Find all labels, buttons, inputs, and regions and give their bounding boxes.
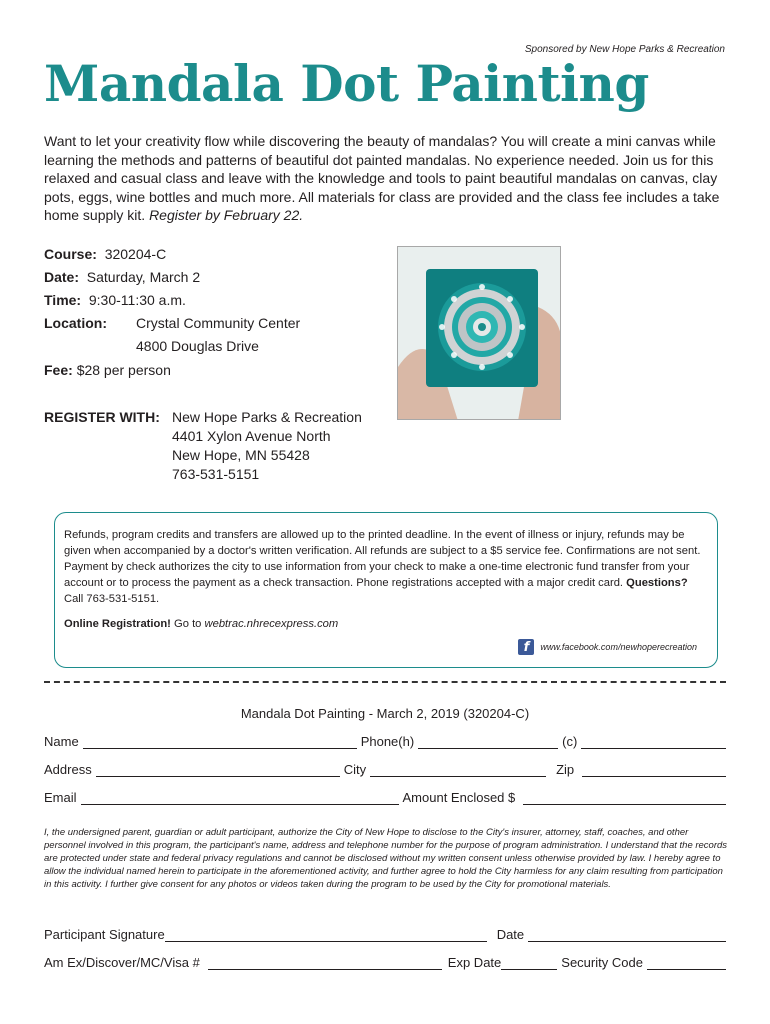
signature-label: Participant Signature — [44, 927, 165, 942]
phone-cell-label: (c) — [562, 734, 578, 749]
name-phone-row — [44, 734, 726, 749]
facebook-link[interactable] — [518, 639, 697, 655]
address-row — [44, 762, 726, 777]
security-code-field[interactable] — [647, 957, 726, 970]
register-deadline: Register by February 22. — [149, 207, 304, 223]
fee-value: $28 per person — [76, 362, 171, 378]
register-label: REGISTER WITH: — [44, 409, 160, 425]
questions-phone: Call 763-531-5151. — [64, 593, 160, 605]
refund-notice-box — [54, 512, 718, 668]
fee-label: Fee: — [44, 362, 73, 378]
name-field[interactable] — [83, 736, 357, 749]
online-go-to: Go to — [174, 618, 202, 630]
register-line-2: 4401 Xylon Avenue North — [172, 428, 331, 444]
mandala-photo — [397, 246, 561, 420]
amount-label: Amount Enclosed $ — [402, 790, 516, 805]
time-label: Time: — [44, 292, 82, 308]
signature-date-label: Date — [496, 927, 525, 942]
cut-line-divider — [44, 681, 726, 683]
refund-notice-text — [64, 527, 707, 607]
location-label: Location: — [44, 315, 107, 331]
email-row — [44, 790, 726, 805]
facebook-url: www.facebook.com/newhoperecreation — [540, 642, 697, 652]
page-title: Mandala Dot Painting — [44, 54, 649, 113]
date-row — [44, 269, 200, 285]
location-value: Crystal Community Center — [136, 315, 301, 331]
questions-label: Questions? — [626, 577, 688, 589]
date-value: Saturday, March 2 — [86, 269, 201, 285]
city-field[interactable] — [370, 764, 546, 777]
register-address — [172, 408, 362, 484]
register-phone: 763-531-5151 — [172, 466, 260, 482]
sponsor-line: Sponsored by New Hope Parks & Recreation — [524, 44, 725, 55]
phone-home-field[interactable] — [418, 736, 558, 749]
location-row — [44, 315, 300, 331]
course-row — [44, 246, 166, 262]
signature-row — [44, 927, 726, 942]
address-field[interactable] — [96, 764, 340, 777]
payment-row — [44, 955, 726, 970]
register-block — [44, 408, 362, 484]
course-label: Course: — [44, 246, 97, 262]
address-label: Address — [44, 762, 92, 777]
security-code-label: Security Code — [561, 955, 643, 970]
fee-row — [44, 362, 171, 378]
amount-field[interactable] — [523, 792, 726, 805]
location-address: 4800 Douglas Drive — [136, 338, 259, 354]
mandala-image — [398, 247, 561, 420]
refund-policy: Refunds, program credits and transfers are allowed up to the printed deadline. In the event of illness or injury, refunds may be given when accompanied by a doctor's written verification. All refunds are subject to a $5 service fee. Confirmations are not sent. Payment by check authorizes the city to use information from your check to make a one-time electronic fund transfer from your account or to process the payment as a check transaction. Phone registrations accepted with a major credit card. — [64, 529, 701, 589]
time-value: 9:30-11:30 a.m. — [88, 292, 186, 308]
form-title: Mandala Dot Painting - March 2, 2019 (320204-C) — [240, 706, 530, 721]
phone-home-label: Phone(h) — [360, 734, 415, 749]
intro-text: Want to let your creativity flow while discovering the beauty of mandalas? You will create a mini canvas while learning the methods and patterns of beautiful dot painted mandalas. No experience needed. Join us for this relaxed and casual class and leave with the knowledge and tools to paint beautiful mandalas on canvas, clay pots, eggs, wine bottles and much more. All materials for class are provided and the class fee includes a take home supply kit. — [44, 133, 720, 223]
consent-disclaimer: I, the undersigned parent, guardian or adult participant, authorize the City of New Hope to disclose to the City's insurer, attorney, staff, coaches, and other personnel involved in this program, the participant's name, address and telephone number for the purpose of program administration. I understand that the records are protected under state and federal privacy regulations and cannot be disclosed without my written consent unless otherwise provided by law. I hereby agree to allow the individual named herein to participate in the aforementioned activity, and further agree to hold the City harmless for any claim resulting from participation in this activity. I further give consent for any photos or videos taken during the program to be used by the City for promotional materials. — [44, 827, 728, 890]
name-label: Name — [44, 734, 79, 749]
phone-cell-field[interactable] — [581, 736, 726, 749]
zip-field[interactable] — [582, 764, 726, 777]
facebook-icon: f — [518, 639, 534, 655]
card-label: Am Ex/Discover/MC/Visa # — [44, 955, 200, 970]
exp-date-field[interactable] — [501, 957, 557, 970]
signature-field[interactable] — [165, 929, 487, 942]
course-value: 320204-C — [104, 246, 167, 262]
city-label: City — [343, 762, 367, 777]
zip-label: Zip — [556, 762, 575, 777]
signature-date-field[interactable] — [528, 929, 726, 942]
time-row — [44, 292, 186, 308]
register-line-1: New Hope Parks & Recreation — [172, 409, 362, 425]
exp-date-label: Exp Date — [447, 955, 502, 970]
date-label: Date: — [44, 269, 80, 285]
online-registration — [64, 616, 707, 632]
online-url-link[interactable]: webtrac.nhrecexpress.com — [204, 618, 339, 630]
card-number-field[interactable] — [208, 957, 442, 970]
intro-paragraph — [44, 132, 726, 225]
email-label: Email — [44, 790, 77, 805]
email-field[interactable] — [81, 792, 399, 805]
register-line-3: New Hope, MN 55428 — [172, 447, 310, 463]
online-label: Online Registration! — [64, 618, 171, 630]
